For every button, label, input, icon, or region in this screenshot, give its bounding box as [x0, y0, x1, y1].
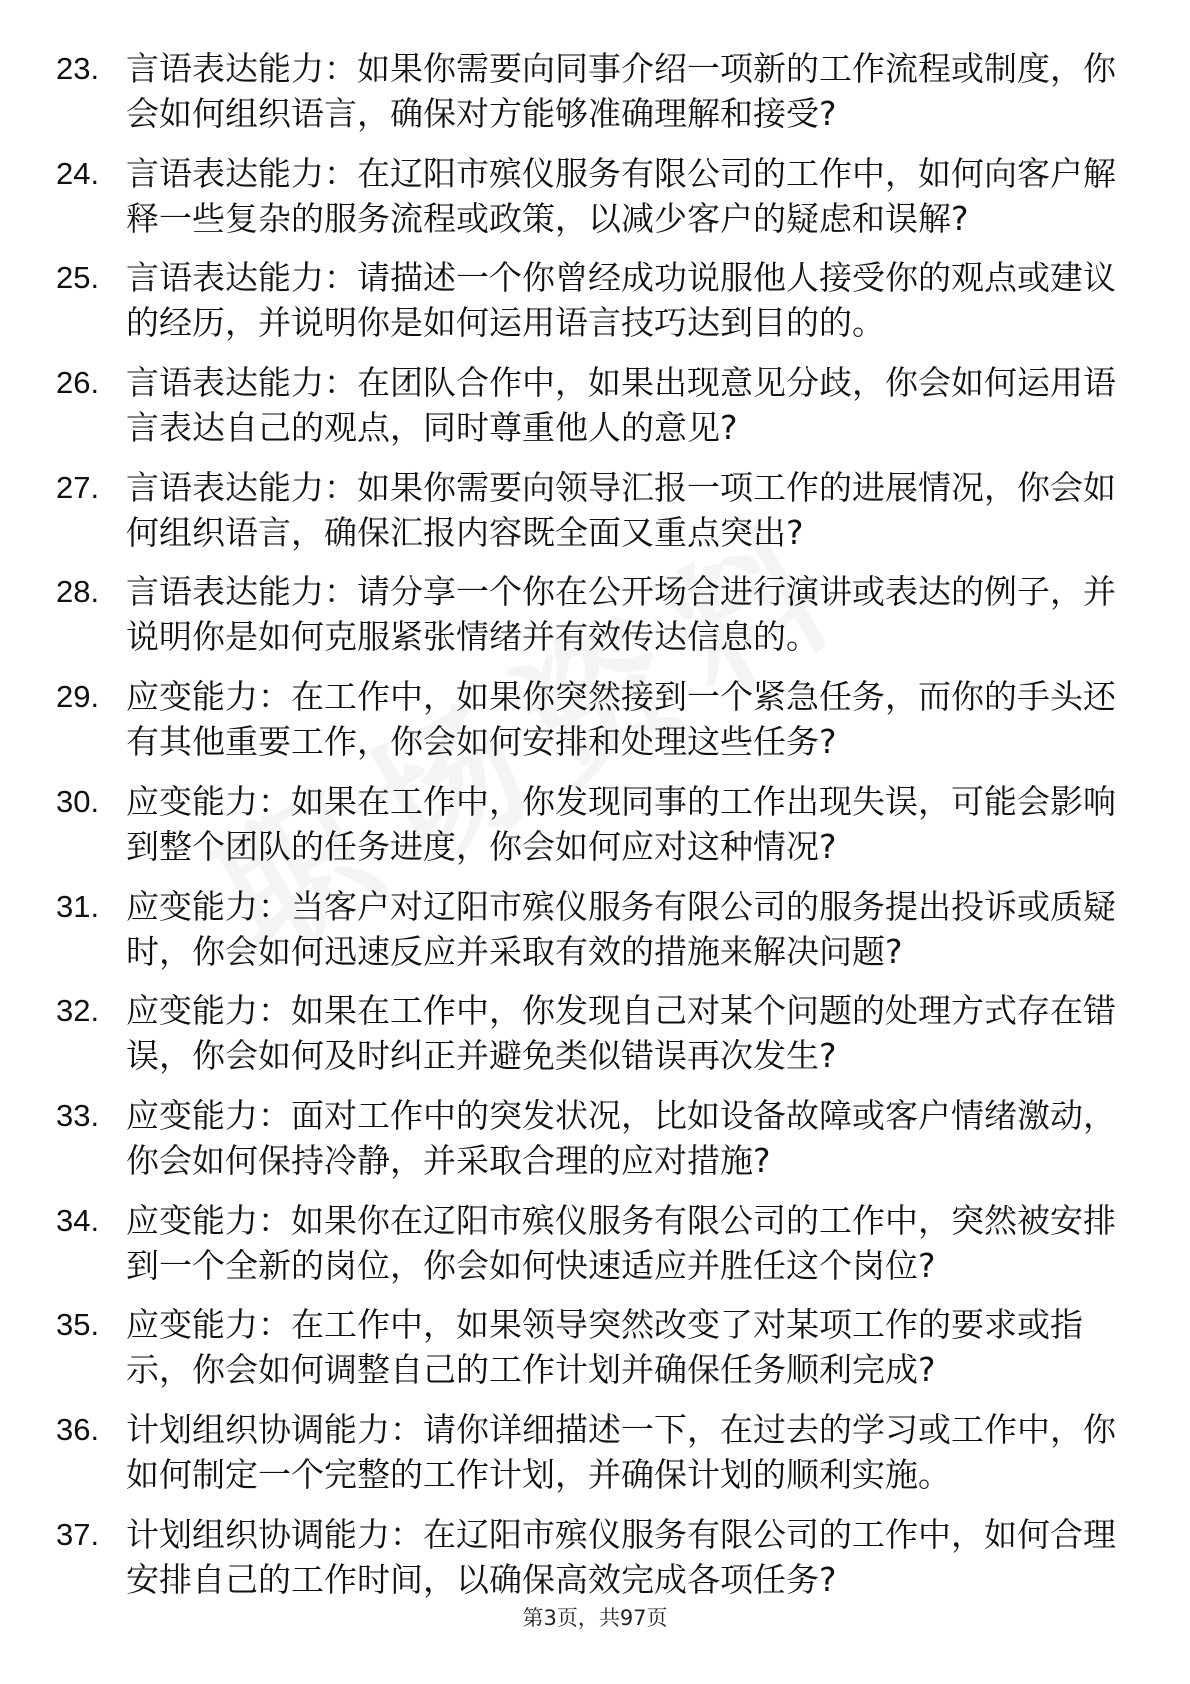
question-number: 27.: [56, 469, 100, 505]
question-item: [56, 674, 1126, 764]
question-text: 应变能力：面对工作中的突发状况，比如设备故障或客户情绪激动，你会如何保持冷静，并采取合理的应对措施?: [126, 1095, 1116, 1180]
question-number: 23.: [56, 51, 100, 86]
question-text: 言语表达能力：在辽阳市殡仪服务有限公司的工作中，如何向客户解释一些复杂的服务流程或政策，以减少客户的疑虑和误解?: [126, 153, 1116, 238]
question-number: 31.: [56, 888, 100, 924]
question-text: 言语表达能力：如果你需要向领导汇报一项工作的进展情况，你会如何组织语言，确保汇报内容既全面又重点突出?: [126, 467, 1116, 552]
question-text: 应变能力：在工作中，如果你突然接到一个紧急任务，而你的手头还有其他重要工作，你会如何安排和处理这些任务?: [126, 677, 1116, 762]
question-item: [56, 151, 1126, 241]
question-text: 应变能力：当客户对辽阳市殡仪服务有限公司的服务提出投诉或质疑时，你会如何迅速反应并采取有效的措施来解决问题?: [126, 886, 1116, 971]
question-item: [56, 1302, 1126, 1392]
question-text: 言语表达能力：在团队合作中，如果出现意见分歧，你会如何运用语言表达自己的观点，同时尊重他人的意见?: [126, 363, 1116, 448]
question-item: [56, 1512, 1126, 1602]
question-number: 25.: [56, 260, 100, 296]
question-text: 计划组织协调能力：请你详细描述一下，在过去的学习或工作中，你如何制定一个完整的工作计划，并确保计划的顺利实施。: [126, 1409, 1116, 1494]
question-number: 37.: [56, 1516, 100, 1552]
page-footer: [0, 1602, 1190, 1632]
question-item: [56, 569, 1126, 659]
question-number: 26.: [56, 365, 100, 401]
question-item: [56, 779, 1126, 869]
question-number: 24.: [56, 155, 100, 191]
question-item: [56, 988, 1126, 1078]
page-number: 第3页，共97页: [522, 1606, 668, 1630]
question-item: [56, 46, 1126, 136]
question-number: 36.: [56, 1411, 100, 1447]
question-text: 应变能力：如果在工作中，你发现自己对某个问题的处理方式存在错误，你会如何及时纠正并避免类似错误再次发生?: [126, 991, 1116, 1076]
question-text: 言语表达能力：请描述一个你曾经成功说服他人接受你的观点或建议的经历，并说明你是如何运用语言技巧达到目的的。: [126, 258, 1116, 343]
question-text: 应变能力：如果你在辽阳市殡仪服务有限公司的工作中，突然被安排到一个全新的岗位，你会如何快速适应并胜任这个岗位?: [126, 1200, 1116, 1285]
question-list: [56, 46, 1126, 1616]
question-item: [56, 360, 1126, 450]
question-item: [56, 1407, 1126, 1497]
question-number: 28.: [56, 574, 100, 610]
question-item: [56, 465, 1126, 555]
question-item: [56, 1093, 1126, 1183]
question-item: [56, 255, 1126, 345]
question-number: 34.: [56, 1202, 100, 1238]
question-text: 应变能力：如果在工作中，你发现同事的工作出现失误，可能会影响到整个团队的任务进度，你会如何应对这种情况?: [126, 781, 1116, 866]
question-text: 言语表达能力：如果你需要向同事介绍一项新的工作流程或制度，你会如何组织语言，确保对方能够准确理解和接受?: [126, 49, 1116, 133]
question-number: 30.: [56, 783, 100, 819]
question-item: [56, 884, 1126, 974]
question-item: [56, 1198, 1126, 1288]
question-text: 计划组织协调能力：在辽阳市殡仪服务有限公司的工作中，如何合理安排自己的工作时间，以确保高效完成各项任务?: [126, 1514, 1116, 1599]
question-number: 32.: [56, 993, 100, 1029]
question-number: 33.: [56, 1097, 100, 1133]
question-text: 应变能力：在工作中，如果领导突然改变了对某项工作的要求或指示，你会如何调整自己的工作计划并确保任务顺利完成?: [126, 1305, 1083, 1390]
question-number: 35.: [56, 1307, 100, 1343]
question-number: 29.: [56, 679, 100, 715]
question-text: 言语表达能力：请分享一个你在公开场合进行演讲或表达的例子，并说明你是如何克服紧张情绪并有效传达信息的。: [126, 572, 1116, 657]
